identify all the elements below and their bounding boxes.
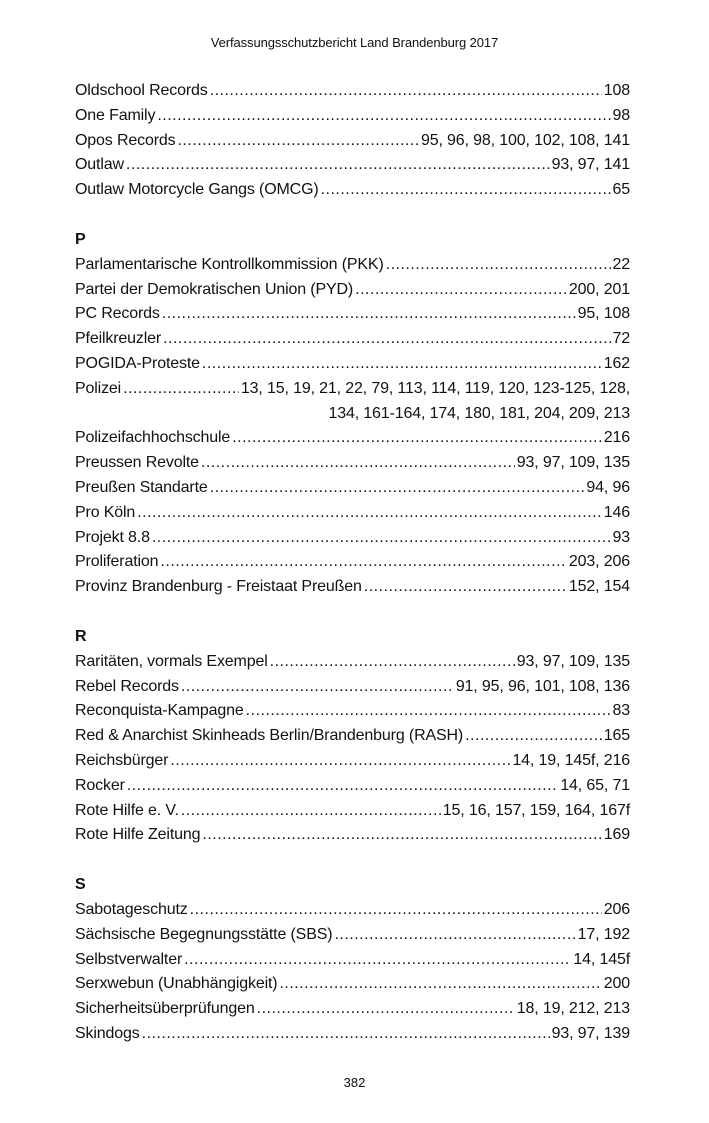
entry-page-refs: 65 [612,181,630,199]
entry-term: Partei der Demokratischen Union (PYD) [75,280,354,298]
index-entry [75,774,630,799]
entry-term: Rebel Records [75,677,179,695]
entry-page-refs: 93, 97, 109, 135 [516,652,630,670]
dot-leader [181,675,454,700]
index-entry [75,178,630,203]
index-entry [75,352,630,377]
dot-leader [210,476,585,501]
entry-term: Reichsbürger [75,751,169,769]
entry-page-refs: 169 [603,826,630,844]
index-list [75,79,630,1047]
entry-term: Skindogs [75,1024,140,1042]
entry-page-refs: 203, 206 [568,553,630,571]
dot-leader [142,1022,550,1047]
entry-term: POGIDA-Proteste [75,354,200,372]
dot-leader [386,253,611,278]
dot-leader [137,501,602,526]
entry-term: Proliferation [75,553,159,571]
index-entry [75,104,630,129]
dot-leader [210,79,602,104]
page-number: 382 [343,1075,366,1090]
section-letter: S [75,876,86,894]
dot-leader [270,650,515,675]
entry-page-refs: 22 [612,255,630,273]
index-entry [75,699,630,724]
index-entry [75,451,630,476]
entry-term: Outlaw [75,156,124,174]
dot-leader [162,302,576,327]
index-entry [75,129,630,154]
index-section [75,625,630,848]
entry-term: Selbstverwalter [75,950,183,968]
entry-term: Outlaw Motorcycle Gangs (OMCG) [75,181,319,199]
entry-page-refs: 93 [612,528,630,546]
entry-term: One Family [75,106,156,124]
entry-term: Reconquista-Kampagne [75,702,244,720]
entry-page-refs: 165 [603,727,630,745]
dot-leader [364,575,567,600]
entry-page-refs-continued: 134, 161-164, 174, 180, 181, 204, 209, 213 [328,404,630,422]
index-entry [75,1022,630,1047]
entry-page-refs: 14, 19, 145f, 216 [512,751,630,769]
entry-term: Sächsische Begegnungsstätte (SBS) [75,925,333,943]
entry-page-refs: 200, 201 [568,280,630,298]
entry-term: Preußen Standarte [75,478,208,496]
index-entry [75,550,630,575]
entry-page-refs: 93, 97, 141 [551,156,630,174]
index-entry [75,997,630,1022]
index-entry [75,724,630,749]
dot-leader [202,823,601,848]
entry-term: Rote Hilfe e. V. [75,801,179,819]
entry-term: PC Records [75,305,160,323]
index-entry [75,426,630,451]
entry-page-refs: 152, 154 [568,578,630,596]
entry-page-refs: 93, 97, 139 [551,1024,630,1042]
index-entry [75,153,630,178]
entry-term: Pro Köln [75,503,136,521]
index-entry [75,972,630,997]
entry-term: Rocker [75,776,125,794]
entry-term: Pfeilkreuzler [75,330,162,348]
dot-leader [152,526,611,551]
entry-term: Sabotageschutz [75,900,188,918]
entry-page-refs: 93, 97, 109, 135 [516,454,630,472]
entry-term: Opos Records [75,131,176,149]
entry-term: Preussen Revolte [75,454,199,472]
entry-page-refs: 95, 108 [577,305,630,323]
entry-term: Raritäten, vormals Exempel [75,652,268,670]
dot-leader [355,278,567,303]
entry-term: Parlamentarische Kontrollkommission (PKK) [75,255,384,273]
dot-leader [279,972,601,997]
entry-term: Red & Anarchist Skinheads Berlin/Brandenburg (RASH) [75,727,464,745]
dot-leader [123,377,239,402]
entry-page-refs: 91, 95, 96, 101, 108, 136 [455,677,630,695]
index-entry [75,327,630,352]
index-entry [75,575,630,600]
dot-leader [160,550,566,575]
entry-term: Provinz Brandenburg - Freistaat Preußen [75,578,362,596]
entry-term: Polizeifachhochschule [75,429,231,447]
index-section [75,228,630,600]
dot-leader [126,153,550,178]
dot-leader [184,948,571,973]
index-entry [75,253,630,278]
dot-leader [321,178,611,203]
index-entry [75,948,630,973]
dot-leader [232,426,602,451]
entry-page-refs: 94, 96 [586,478,630,496]
entry-page-refs: 200 [603,975,630,993]
entry-term: Rote Hilfe Zeitung [75,826,201,844]
entry-page-refs: 14, 145f [573,950,630,968]
entry-page-refs: 95, 96, 98, 100, 102, 108, 141 [420,131,630,149]
entry-term: Sicherheitsüberprüfungen [75,1000,255,1018]
index-entry [75,650,630,675]
entry-page-refs: 162 [603,354,630,372]
entry-page-refs: 216 [603,429,630,447]
dot-leader [201,451,515,476]
index-entry [75,823,630,848]
index-entry [75,302,630,327]
entry-page-refs: 18, 19, 212, 213 [516,1000,630,1018]
dot-leader [246,699,611,724]
entry-page-refs: 98 [612,106,630,124]
dot-leader [334,923,575,948]
dot-leader [163,327,610,352]
entry-page-refs: 206 [603,900,630,918]
index-entry [75,898,630,923]
entry-term: Polizei [75,379,122,397]
section-letter: R [75,627,87,645]
dot-leader [257,997,515,1022]
dot-leader [170,749,510,774]
dot-leader [202,352,602,377]
dot-leader [465,724,602,749]
running-header: Verfassungsschutzbericht Land Brandenburg 2017 [210,35,499,50]
index-entry [75,799,630,824]
entry-page-refs: 15, 16, 157, 159, 164, 167f [442,801,630,819]
index-section [75,873,630,1047]
entry-page-refs: 14, 65, 71 [560,776,630,794]
index-section [75,79,630,203]
entry-page-refs: 13, 15, 19, 21, 22, 79, 113, 114, 119, 120, 123-125, 128, [240,379,630,397]
dot-leader [157,104,610,129]
dot-leader [127,774,559,799]
index-entry [75,923,630,948]
index-entry [75,526,630,551]
dot-leader [177,129,419,154]
entry-page-refs: 146 [603,503,630,521]
entry-term: Oldschool Records [75,82,208,99]
index-entry [75,278,630,303]
entry-page-refs: 17, 192 [577,925,630,943]
section-letter: P [75,230,86,248]
index-entry [75,675,630,700]
dot-leader [181,799,441,824]
index-entry [75,79,630,104]
index-entry [75,749,630,774]
dot-leader [190,898,602,923]
entry-page-refs: 108 [603,82,630,99]
index-entry [75,476,630,501]
entry-page-refs: 72 [612,330,630,348]
index-entry [75,377,630,427]
index-entry [75,501,630,526]
entry-term: Projekt 8.8 [75,528,150,546]
entry-term: Serxwebun (Unabhängigkeit) [75,975,278,993]
entry-page-refs: 83 [612,702,630,720]
